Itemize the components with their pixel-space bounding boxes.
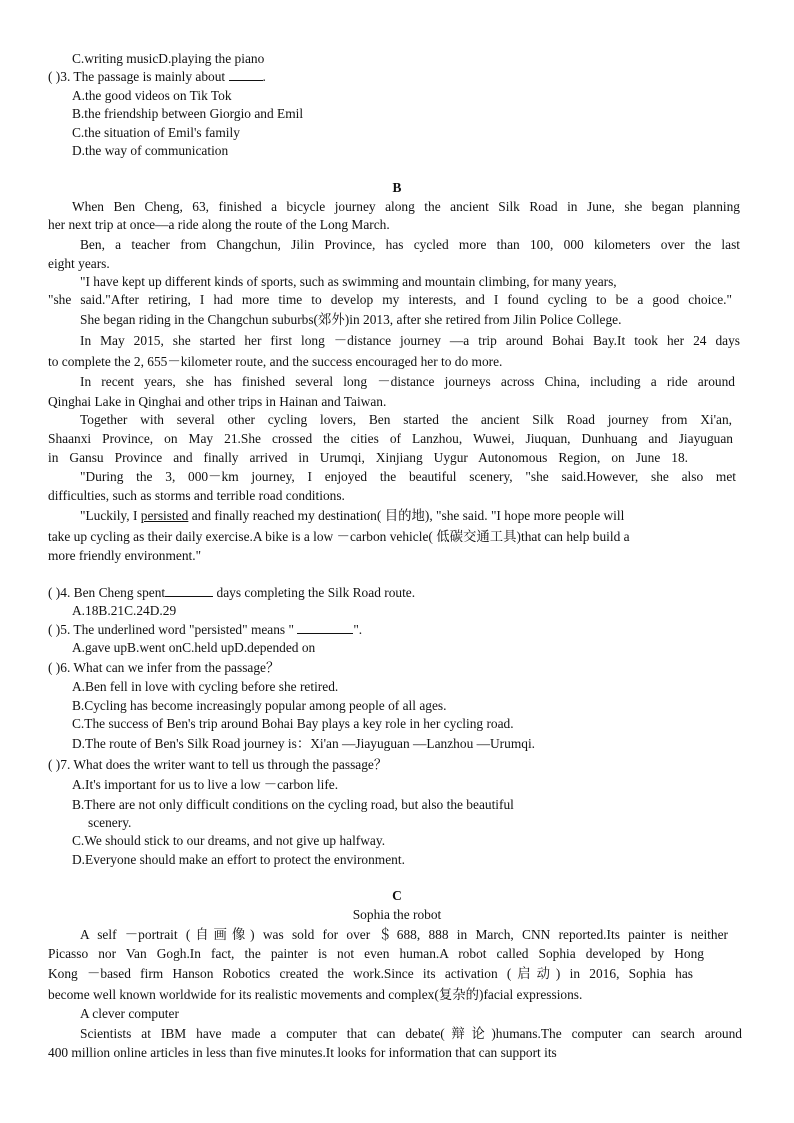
q4-blank[interactable] <box>165 583 213 597</box>
q7-option-a: A.It's important for us to live a low －carbon life. <box>72 777 339 792</box>
q5-options: A.gave upB.went onC.held upD.depended on <box>72 640 316 655</box>
q3-option-a: A.the good videos on Tik Tok <box>72 88 232 103</box>
para-c1-line3: Kong －based firm Hanson Robotics created the work.Since its activation (启动) in 2016, Sophia has <box>48 966 693 981</box>
para-b2-line1: Ben, a teacher from Changchun, Jilin Province, has cycled more than 100, 000 kilometers over the last <box>80 237 740 252</box>
q3-stem <box>48 67 266 86</box>
para-b8-line2: difficulties, such as storms and terrible road conditions. <box>48 488 345 503</box>
para-b9-line3: more friendly environment." <box>48 548 202 563</box>
q2-option-cd: C.writing musicD.playing the piano <box>72 51 265 66</box>
para-b7-line3: in Gansu Province and finally arrived in Urumqi, Xinjiang Uygur Autonomous Region, on June 18. <box>48 450 688 465</box>
q6-option-b: B.Cycling has become increasingly popular among people of all ages. <box>72 698 447 713</box>
para-b8-line1: "During the 3, 000－km journey, I enjoyed the beautiful scenery, "she said.However, she also met <box>80 469 736 484</box>
para-b7-line1: Together with several other cycling lovers, Ben started the ancient Silk Road journey from Xi'an, <box>80 412 732 427</box>
q4-stem: ( )4. Ben Cheng spent days completing the Silk Road route. <box>48 585 416 600</box>
q3-suffix: . <box>262 69 266 84</box>
para-c1-line1: A self －portrait (自画像) was sold for over ＄688, 888 in March, CNN reported.Its painter is neither <box>80 927 728 942</box>
para-b6-line2: Qinghai Lake in Qinghai and other trips in Hainan and Taiwan. <box>48 394 387 409</box>
para-b2-line2: eight years. <box>48 256 110 271</box>
q6-option-c: C.The success of Ben's trip around Bohai Bay plays a key role in her cycling road. <box>72 716 514 731</box>
para-b5-line2: to complete the 2, 655－kilometer route, and the success encouraged her to do more. <box>48 354 503 369</box>
para-c2-line1: Scientists at IBM have made a computer that can debate(辩论)humans.The computer can search around <box>80 1026 742 1041</box>
underlined-word-persisted: persisted <box>140 508 189 523</box>
para-b3-line1: "I have kept up different kinds of sports, such as swimming and mountain climbing, for many years, <box>80 274 617 289</box>
q7-option-b-cont: scenery. <box>88 815 132 830</box>
para-b3-line2: "she said."After retiring, I had more time to develop my interests, and I found cycling to be a good choice." <box>48 292 732 307</box>
q7-option-d: D.Everyone should make an effort to protect the environment. <box>72 852 405 867</box>
para-b6-line1: In recent years, she has finished several long －distance journeys across China, including a ride around <box>80 374 735 389</box>
para-b1-line1: When Ben Cheng, 63, finished a bicycle journey along the ancient Silk Road in June, she began planning <box>72 199 740 214</box>
q6-option-a: A.Ben fell in love with cycling before she retired. <box>72 679 339 694</box>
para-b4-line1: She began riding in the Changchun suburbs(郊外)in 2013, after she retired from Jilin Police College. <box>80 312 622 327</box>
q5-blank[interactable] <box>297 620 353 634</box>
q3-blank[interactable] <box>229 67 263 81</box>
section-b-heading: B <box>392 180 402 195</box>
q3-option-c: C.the situation of Emil's family <box>72 125 240 140</box>
q7-option-b: B.There are not only difficult conditions on the cycling road, but also the beautiful <box>72 797 514 812</box>
para-b7-line2: Shaanxi Province, on May 21.She crossed the cities of Lanzhou, Wuwei, Jiuquan, Dunhuang and Jiayuguan <box>48 431 733 446</box>
q7-stem: ( )7. What does the writer want to tell us through the passage？ <box>48 757 388 772</box>
q6-option-d: D.The route of Ben's Silk Road journey is：Xi'an —Jiayuguan —Lanzhou —Urumqi. <box>72 736 536 751</box>
para-c1-line2: Picasso nor Van Gogh.In fact, the painter is not even human.A robot called Sophia developed by Hong <box>48 946 704 961</box>
section-c-subheading: A clever computer <box>80 1006 179 1021</box>
q6-stem: ( )6. What can we infer from the passage？ <box>48 660 280 675</box>
para-b1-line2: her next trip at once—a ride along the route of the Long March. <box>48 217 390 232</box>
para-b9-line1: "Luckily, I persisted and finally reached my destination( 目的地), "she said. "I hope more people will <box>80 508 625 523</box>
q7-option-c: C.We should stick to our dreams, and not give up halfway. <box>72 833 386 848</box>
q5-stem: ( )5. The underlined word "persisted" means " ". <box>48 622 363 637</box>
section-c-title: Sophia the robot <box>352 907 442 922</box>
q3-option-b: B.the friendship between Giorgio and Emil <box>72 106 304 121</box>
section-c-heading: C <box>392 888 402 903</box>
para-c2-line2: 400 million online articles in less than five minutes.It looks for information that can support its <box>48 1045 557 1060</box>
q3-prefix: ( )3. The passage is mainly about <box>48 69 229 84</box>
para-b9-line2: take up cycling as their daily exercise.A bike is a low －carbon vehicle( 低碳交通工具)that can help build a <box>48 529 630 544</box>
para-c1-line4: become well known worldwide for its realistic movements and complex(复杂的)facial expressions. <box>48 987 583 1002</box>
q4-options: A.18B.21C.24D.29 <box>72 603 177 618</box>
q3-option-d: D.the way of communication <box>72 143 229 158</box>
para-b5-line1: In May 2015, she started her first long －distance journey —a trip around Bohai Bay.It took her 24 days <box>80 333 740 348</box>
